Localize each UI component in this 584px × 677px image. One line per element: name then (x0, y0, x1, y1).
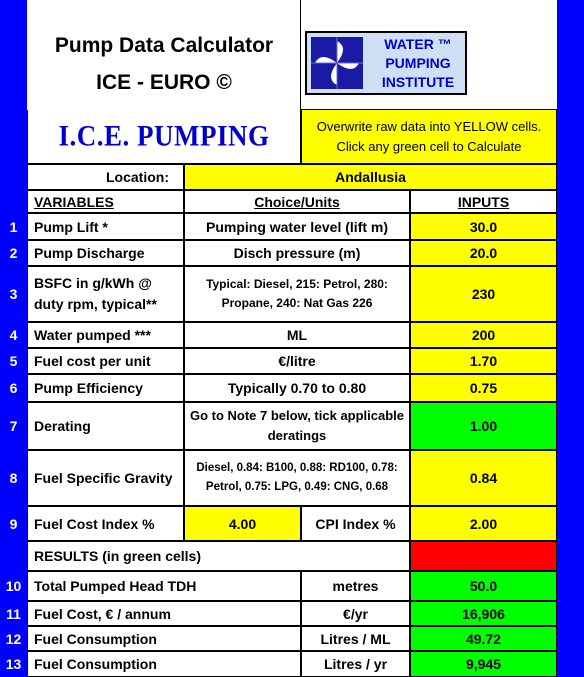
result-unit: Litres / yr (301, 651, 410, 677)
result-label: Fuel Consumption (27, 626, 301, 651)
fuel-cost-input[interactable]: 1.70 (410, 348, 557, 374)
location-input[interactable] (184, 164, 557, 190)
water-pumping-institute-logo (305, 31, 467, 95)
row-number: 13 (5, 655, 22, 672)
fuel-consumption-per-year-result[interactable]: 9,945 (410, 651, 557, 677)
variable-label: Pump Lift * (27, 213, 184, 240)
logo-text-water: WATER ™ (384, 36, 452, 52)
choice-units: Pumping water level (lift m) (184, 213, 410, 240)
variable-label: Fuel cost per unit (27, 348, 184, 374)
fuel-consumption-per-ml-result[interactable]: 49.72 (410, 626, 557, 651)
row-number: 8 (9, 470, 18, 486)
row-number: 6 (9, 380, 18, 396)
row-number: 9 (9, 515, 18, 532)
row-number: 1 (9, 218, 18, 235)
column-header-inputs: INPUTS (410, 190, 557, 213)
pump-efficiency-input[interactable]: 0.75 (410, 374, 557, 402)
fuel-cost-index-input[interactable]: 4.00 (184, 506, 301, 541)
choice-units: Diesel, 0.84: B100, 0.88: RD100, 0.78: Petrol, 0.75: LPG, 0.49: CNG, 0.68 (184, 450, 410, 506)
column-header-choice: Choice/Units (184, 190, 410, 213)
page-title: Pump Data Calculator (54, 34, 274, 57)
row-number: 4 (9, 327, 18, 343)
row-number: 2 (9, 245, 18, 261)
right-sidebar (557, 0, 584, 677)
bsfc-input[interactable]: 230 (410, 266, 557, 322)
variable-label: Pump Discharge (27, 240, 184, 266)
result-unit: Litres / ML (301, 626, 410, 651)
logo-text-pumping: PUMPING (385, 55, 451, 71)
alert-cell (410, 541, 557, 571)
result-unit: €/yr (301, 601, 410, 626)
ice-pumping-heading-cell (27, 110, 301, 164)
cpi-index-label: CPI Index % (301, 506, 410, 541)
results-heading: RESULTS (in green cells) (27, 541, 410, 571)
variable-label: Fuel Specific Gravity (27, 450, 184, 506)
pump-lift-input[interactable]: 30.0 (410, 213, 557, 240)
choice-units: Typical: Diesel, 215: Petrol, 280: Propane, 240: Nat Gas 226 (184, 266, 410, 322)
location-label: Location: (106, 169, 169, 185)
total-head-result[interactable]: 50.0 (410, 571, 557, 601)
derating-result-cell[interactable]: 1.00 (410, 402, 557, 450)
ice-pumping-heading: I.C.E. PUMPING (58, 119, 270, 153)
row-number: 7 (9, 418, 18, 434)
cpi-index-input[interactable]: 2.00 (410, 506, 557, 541)
variable-label: Pump Efficiency (27, 374, 184, 402)
result-label: Fuel Cost, € / annum (27, 601, 301, 626)
choice-units: ML (184, 322, 410, 348)
logo-text-institute: INSTITUTE (381, 74, 455, 90)
choice-units: Go to Note 7 below, tick applicable deratings (184, 402, 410, 450)
instruction-line-2: Click any green cell to Calculate (336, 138, 522, 154)
fan-logo-icon (311, 37, 363, 89)
instructions-note (301, 110, 557, 164)
water-pumped-input[interactable]: 200 (410, 322, 557, 348)
fuel-cost-annum-result[interactable]: 16,906 (410, 601, 557, 626)
row-number: 10 (5, 578, 22, 594)
choice-units: Typically 0.70 to 0.80 (184, 374, 410, 402)
header-title-block (27, 0, 301, 110)
column-header-variables: VARIABLES (27, 190, 184, 213)
variable-label: Derating (27, 402, 184, 450)
instruction-line-1: Overwrite raw data into YELLOW cells. (316, 118, 542, 134)
row-number: 5 (9, 353, 18, 369)
choice-units: €/litre (184, 348, 410, 374)
location-label-cell (27, 164, 184, 190)
pump-discharge-input[interactable]: 20.0 (410, 240, 557, 266)
fuel-specific-gravity-input[interactable]: 0.84 (410, 450, 557, 506)
row-number: 11 (6, 605, 21, 622)
location-value: Andallusia (335, 169, 406, 185)
result-label: Total Pumped Head TDH (27, 571, 301, 601)
result-label: Fuel Consumption (27, 651, 301, 677)
row-number: 12 (5, 630, 22, 647)
variable-label: BSFC in g/kWh @ duty rpm, typical** (27, 266, 184, 322)
row-number: 3 (9, 286, 18, 302)
variable-label: Water pumped *** (27, 322, 184, 348)
result-unit: metres (301, 571, 410, 601)
page-subtitle: ICE - EURO © (96, 71, 232, 94)
choice-units: Disch pressure (m) (184, 240, 410, 266)
logo-area (301, 0, 557, 110)
variable-label: Fuel Cost Index % (27, 506, 184, 541)
